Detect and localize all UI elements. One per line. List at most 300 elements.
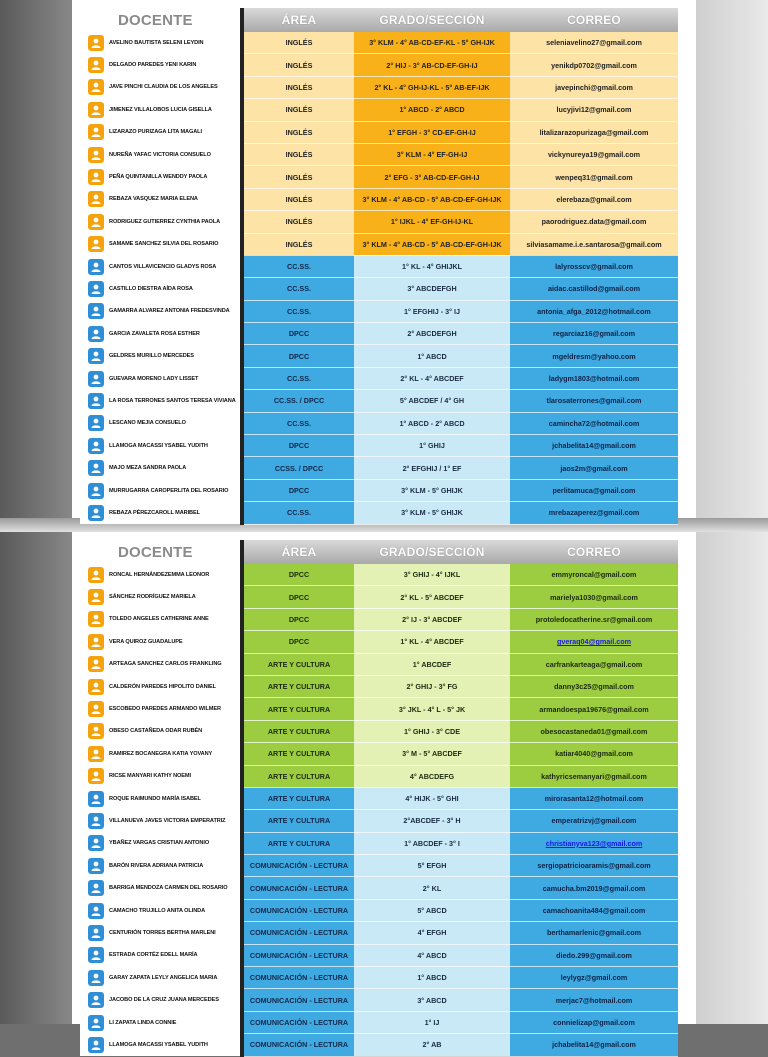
user-icon bbox=[88, 925, 104, 941]
area-cell: ARTE Y CULTURA bbox=[242, 765, 354, 787]
correo-cell bbox=[510, 255, 678, 277]
correo-cell bbox=[510, 121, 678, 143]
docente-name: GARCIA ZAVALETA ROSA ESTHER bbox=[109, 330, 200, 337]
correo-text: ladygm1803@hotmail.com bbox=[548, 374, 640, 384]
docente-name: VILLANUEVA JAVES VICTORIA EMPERATRIZ bbox=[109, 817, 226, 824]
grado-cell: 1° EFGHIJ - 3° IJ bbox=[354, 300, 510, 322]
correo-text: wenpeq31@gmail.com bbox=[555, 172, 633, 182]
table-row bbox=[80, 675, 678, 697]
table-row bbox=[80, 855, 678, 877]
grado-cell: 2° GHIJ - 3° FG bbox=[354, 675, 510, 697]
correo-text: protoledocatherine.sr@gmail.com bbox=[535, 614, 653, 624]
table-row bbox=[80, 989, 678, 1011]
table-row bbox=[80, 32, 678, 54]
correo-cell bbox=[510, 300, 678, 322]
correo-cell bbox=[510, 412, 678, 434]
docente-name: MAJO MEZA SANDRA PAOLA bbox=[109, 465, 187, 472]
docente-cell bbox=[80, 255, 242, 277]
table-row bbox=[80, 457, 678, 479]
grado-cell: 1° KL - 4° GHIJKL bbox=[354, 255, 510, 277]
user-icon bbox=[88, 1015, 104, 1031]
correo-text: aidac.castillod@gmail.com bbox=[547, 284, 641, 294]
table-row bbox=[80, 922, 678, 944]
correo-cell bbox=[510, 323, 678, 345]
user-icon bbox=[88, 768, 104, 784]
user-icon bbox=[88, 460, 104, 476]
correo-cell bbox=[510, 32, 678, 54]
docente-name: ROQUE RAIMUNDO MARÍA ISABEL bbox=[109, 795, 201, 802]
area-cell: DPCC bbox=[242, 608, 354, 630]
correo-text: paorodriguez.data@gmail.com bbox=[541, 217, 647, 227]
grado-cell: 3° ABCD bbox=[354, 989, 510, 1011]
docente-name: RICSE MANYARI KATHY NOEMI bbox=[109, 773, 191, 780]
user-icon bbox=[88, 1037, 104, 1053]
user-icon bbox=[88, 147, 104, 163]
header-grado: GRADO/SECCIÓN bbox=[354, 8, 510, 32]
docente-name: CENTURIÓN TORRES BERTHA MARLENI bbox=[109, 929, 216, 936]
correo-cell bbox=[510, 586, 678, 608]
grado-cell: 1° ABCD - 2° ABCD bbox=[354, 412, 510, 434]
correo-cell bbox=[510, 479, 678, 501]
docente-cell bbox=[80, 479, 242, 501]
user-icon bbox=[88, 992, 104, 1008]
table-row bbox=[80, 76, 678, 98]
table-row bbox=[80, 435, 678, 457]
table-header bbox=[80, 8, 678, 32]
correo-cell bbox=[510, 989, 678, 1011]
correo-cell bbox=[510, 720, 678, 742]
table-row bbox=[80, 743, 678, 765]
area-cell: COMUNICACIÓN - LECTURA bbox=[242, 899, 354, 921]
correo-text: emperatrizvj@gmail.com bbox=[551, 816, 637, 826]
area-cell: INGLÉS bbox=[242, 32, 354, 54]
docente-cell bbox=[80, 502, 242, 524]
area-cell: DPCC bbox=[242, 586, 354, 608]
area-cell: INGLÉS bbox=[242, 143, 354, 165]
user-icon bbox=[88, 656, 104, 672]
correo-text: obesocastaneda01@gmail.com bbox=[540, 726, 648, 736]
docente-name: NUREÑA YAFAC VICTORIA CONSUELO bbox=[109, 151, 211, 158]
grado-cell: 3° GHIJ - 4° IJKL bbox=[354, 564, 510, 586]
correo-text: merjac7@hotmail.com bbox=[555, 995, 633, 1005]
grado-cell: 1° ABCDEF - 3° I bbox=[354, 832, 510, 854]
docente-name: YBAÑEZ VARGAS CRISTIAN ANTONIO bbox=[109, 840, 210, 847]
table-row bbox=[80, 143, 678, 165]
correo-cell bbox=[510, 1034, 678, 1056]
docente-name: CANTOS VILLAVICENCIO GLADYS ROSA bbox=[109, 263, 217, 270]
docente-name: DELGADO PAREDES YENI KARIN bbox=[109, 62, 197, 69]
grado-cell: 2° KL bbox=[354, 877, 510, 899]
user-icon bbox=[88, 438, 104, 454]
grado-cell: 3° KLM - 4° AB-CD - 5° AB-CD-EF-GH-IJK bbox=[354, 233, 510, 255]
area-cell: CCSS. / DPCC bbox=[242, 457, 354, 479]
docente-cell bbox=[80, 412, 242, 434]
grado-cell: 2° ABCDEFGH bbox=[354, 323, 510, 345]
docente-name: RAMIREZ BOCANEGRA KATIA YOVANY bbox=[109, 750, 213, 757]
docente-cell bbox=[80, 1034, 242, 1056]
docente-name: RONCAL HERNÁNDEZEMMA LEONOR bbox=[109, 571, 210, 578]
correo-text[interactable]: christianyva123@gmail.com bbox=[545, 838, 643, 848]
area-cell: INGLÉS bbox=[242, 188, 354, 210]
correo-cell bbox=[510, 211, 678, 233]
grado-cell: 1° IJKL - 4° EF-GH-IJ-KL bbox=[354, 211, 510, 233]
user-icon bbox=[88, 634, 104, 650]
correo-text: kathyricsemanyari@gmail.com bbox=[541, 771, 647, 781]
correo-text: diedo.299@gmail.com bbox=[556, 950, 632, 960]
header-docente: DOCENTE bbox=[80, 8, 242, 32]
grado-cell: 1° ABCD bbox=[354, 345, 510, 367]
correo-cell bbox=[510, 698, 678, 720]
user-icon bbox=[88, 880, 104, 896]
table-row bbox=[80, 390, 678, 412]
docente-cell bbox=[80, 855, 242, 877]
header-grado: GRADO/SECCIÓN bbox=[354, 540, 510, 564]
user-icon bbox=[88, 259, 104, 275]
correo-text: mgeldresm@yahoo.com bbox=[552, 351, 636, 361]
user-icon bbox=[88, 79, 104, 95]
correo-text: carfrankarteaga@gmail.com bbox=[545, 659, 643, 669]
user-icon bbox=[88, 947, 104, 963]
docente-name: JIMENEZ VILLALOBOS LUCIA GISELLA bbox=[109, 106, 212, 113]
user-icon bbox=[88, 679, 104, 695]
grado-cell: 2° EFG - 3° AB-CD-EF-GH-IJ bbox=[354, 166, 510, 188]
header-correo: CORREO bbox=[510, 540, 678, 564]
user-icon bbox=[88, 903, 104, 919]
table-row bbox=[80, 121, 678, 143]
user-icon bbox=[88, 835, 104, 851]
user-icon bbox=[88, 483, 104, 499]
correo-cell bbox=[510, 765, 678, 787]
table-row bbox=[80, 211, 678, 233]
correo-cell[interactable] bbox=[510, 631, 678, 653]
teachers-table-2 bbox=[80, 540, 678, 1057]
docente-cell bbox=[80, 76, 242, 98]
area-cell: CC.SS. bbox=[242, 300, 354, 322]
docente-name: REBAZA VASQUEZ MARIA ELENA bbox=[109, 196, 198, 203]
area-cell: ARTE Y CULTURA bbox=[242, 698, 354, 720]
table-row bbox=[80, 967, 678, 989]
docente-name: SÁNCHEZ RODRÍGUEZ MARIELA bbox=[109, 594, 196, 601]
table-row bbox=[80, 653, 678, 675]
grado-cell: 4° ABCD bbox=[354, 944, 510, 966]
user-icon bbox=[88, 393, 104, 409]
table-row bbox=[80, 255, 678, 277]
area-cell: COMUNICACIÓN - LECTURA bbox=[242, 1034, 354, 1056]
correo-text: jchabelita14@gmail.com bbox=[552, 441, 636, 451]
grado-cell: 1° GHIJ - 3° CDE bbox=[354, 720, 510, 742]
correo-cell bbox=[510, 435, 678, 457]
docente-name: SAMAME SANCHEZ SILVIA DEL ROSARIO bbox=[109, 241, 219, 248]
correo-text: seleniavelino27@gmail.com bbox=[546, 38, 642, 48]
header-correo: CORREO bbox=[510, 8, 678, 32]
correo-cell bbox=[510, 502, 678, 524]
table-row bbox=[80, 810, 678, 832]
docente-cell bbox=[80, 435, 242, 457]
area-cell: COMUNICACIÓN - LECTURA bbox=[242, 1011, 354, 1033]
area-cell: ARTE Y CULTURA bbox=[242, 787, 354, 809]
docente-cell bbox=[80, 54, 242, 76]
user-icon bbox=[88, 124, 104, 140]
docente-cell bbox=[80, 944, 242, 966]
table-row bbox=[80, 765, 678, 787]
grado-cell: 4° EFGH bbox=[354, 922, 510, 944]
correo-cell bbox=[510, 675, 678, 697]
table-row bbox=[80, 345, 678, 367]
correo-cell bbox=[510, 367, 678, 389]
grado-cell: 2° HIJ - 3° AB-CD-EF-GH-IJ bbox=[354, 54, 510, 76]
correo-text: danny3c25@gmail.com bbox=[554, 682, 634, 692]
area-cell: DPCC bbox=[242, 631, 354, 653]
correo-text: litalizarazopurizaga@gmail.com bbox=[539, 127, 649, 137]
area-cell: ARTE Y CULTURA bbox=[242, 832, 354, 854]
correo-text: antonia_afga_2012@hotmail.com bbox=[537, 306, 651, 316]
table-row bbox=[80, 233, 678, 255]
area-cell: CC.SS. bbox=[242, 255, 354, 277]
table-row bbox=[80, 720, 678, 742]
docente-cell bbox=[80, 143, 242, 165]
area-cell: INGLÉS bbox=[242, 233, 354, 255]
correo-cell bbox=[510, 345, 678, 367]
docente-name: GELDRES MURILLO MERCEDES bbox=[109, 353, 194, 360]
grado-cell: 3° M - 5° ABCDEF bbox=[354, 743, 510, 765]
docente-cell bbox=[80, 967, 242, 989]
correo-text: silviasamame.i.e.santarosa@gmail.com bbox=[526, 239, 662, 249]
grado-cell: 4° HIJK - 5° GHI bbox=[354, 787, 510, 809]
docente-cell bbox=[80, 278, 242, 300]
user-icon bbox=[88, 102, 104, 118]
docente-cell bbox=[80, 899, 242, 921]
area-cell: INGLÉS bbox=[242, 99, 354, 121]
docente-cell bbox=[80, 1011, 242, 1033]
user-icon bbox=[88, 169, 104, 185]
correo-text: katiar4040@gmail.com bbox=[555, 749, 633, 759]
table-row bbox=[80, 188, 678, 210]
grado-cell: 2° KL - 4° ABCDEF bbox=[354, 367, 510, 389]
grado-cell: 5° EFGH bbox=[354, 855, 510, 877]
correo-text: jchabelita14@gmail.com bbox=[552, 1040, 636, 1050]
correo-cell bbox=[510, 143, 678, 165]
table-row bbox=[80, 278, 678, 300]
user-icon bbox=[88, 567, 104, 583]
table-row bbox=[80, 54, 678, 76]
docente-cell bbox=[80, 922, 242, 944]
user-icon bbox=[88, 57, 104, 73]
correo-text: elerebaza@gmail.com bbox=[556, 194, 632, 204]
correo-text: connielizap@gmail.com bbox=[553, 1018, 635, 1027]
docente-name: LIZARAZO PURIZAGA LITA MAGALI bbox=[109, 129, 202, 136]
header-area: ÁREA bbox=[242, 540, 354, 564]
user-icon bbox=[88, 791, 104, 807]
table-row bbox=[80, 564, 678, 586]
area-cell: ARTE Y CULTURA bbox=[242, 743, 354, 765]
grado-cell: 3° KLM - 5° GHIJK bbox=[354, 479, 510, 501]
grado-cell: 1° IJ bbox=[354, 1011, 510, 1033]
area-cell: COMUNICACIÓN - LECTURA bbox=[242, 989, 354, 1011]
correo-text: vickynureya19@gmail.com bbox=[547, 150, 641, 160]
area-cell: INGLÉS bbox=[242, 211, 354, 233]
docente-cell bbox=[80, 675, 242, 697]
correo-text[interactable]: gveraq04@gmail.com bbox=[556, 637, 632, 647]
grado-cell: 2° EFGHIJ / 1° EF bbox=[354, 457, 510, 479]
docente-cell bbox=[80, 720, 242, 742]
docente-cell bbox=[80, 631, 242, 653]
grado-cell: 5° ABCDEF / 4° GH bbox=[354, 390, 510, 412]
grado-cell: 5° ABCD bbox=[354, 899, 510, 921]
correo-cell bbox=[510, 278, 678, 300]
area-cell: DPCC bbox=[242, 479, 354, 501]
area-cell: CC.SS. bbox=[242, 502, 354, 524]
correo-cell bbox=[510, 99, 678, 121]
docente-cell bbox=[80, 765, 242, 787]
grado-cell: 4° ABCDEFG bbox=[354, 765, 510, 787]
table-row bbox=[80, 1034, 678, 1056]
user-icon bbox=[88, 813, 104, 829]
grado-cell: 1° ABCD bbox=[354, 967, 510, 989]
correo-cell bbox=[510, 54, 678, 76]
correo-text: marielya1030@gmail.com bbox=[550, 592, 638, 602]
area-cell: DPCC bbox=[242, 435, 354, 457]
correo-text: sergiopatricioaramis@gmail.com bbox=[537, 861, 651, 871]
area-cell: COMUNICACIÓN - LECTURA bbox=[242, 922, 354, 944]
area-cell: INGLÉS bbox=[242, 54, 354, 76]
user-icon bbox=[88, 326, 104, 342]
correo-text: camachoanita484@gmail.com bbox=[542, 906, 646, 916]
correo-text: lalyrosscv@gmail.com bbox=[555, 262, 633, 272]
docente-name: BARÓN RIVERA ADRIANA PATRICIA bbox=[109, 862, 204, 869]
table-row bbox=[80, 367, 678, 389]
correo-text: tlarosaterrones@gmail.com bbox=[546, 396, 642, 406]
docente-cell bbox=[80, 211, 242, 233]
docente-name: VERA QUIROZ GUADALUPE bbox=[109, 638, 183, 645]
docente-cell bbox=[80, 608, 242, 630]
area-cell: ARTE Y CULTURA bbox=[242, 653, 354, 675]
table-row bbox=[80, 479, 678, 501]
table-row bbox=[80, 300, 678, 322]
grado-cell: 3° KLM - 4° AB-CD-EF-KL - 5° GH-IJK bbox=[354, 32, 510, 54]
docente-cell bbox=[80, 989, 242, 1011]
docente-cell bbox=[80, 233, 242, 255]
area-cell: COMUNICACIÓN - LECTURA bbox=[242, 944, 354, 966]
area-cell: CC.SS. bbox=[242, 412, 354, 434]
user-icon bbox=[88, 214, 104, 230]
area-cell: ARTE Y CULTURA bbox=[242, 675, 354, 697]
correo-cell bbox=[510, 922, 678, 944]
user-icon bbox=[88, 723, 104, 739]
area-cell: CC.SS. / DPCC bbox=[242, 390, 354, 412]
user-icon bbox=[88, 589, 104, 605]
docente-name: MURRUGARRA CAROPERLITA DEL ROSARIO bbox=[109, 487, 229, 494]
area-cell: ARTE Y CULTURA bbox=[242, 720, 354, 742]
table-row bbox=[80, 99, 678, 121]
correo-cell[interactable] bbox=[510, 832, 678, 854]
correo-cell bbox=[510, 457, 678, 479]
area-cell: DPCC bbox=[242, 323, 354, 345]
docente-name: GAMARRA ALVAREZ ANTONIA FREDESVINDA bbox=[109, 308, 230, 315]
area-cell: INGLÉS bbox=[242, 76, 354, 98]
correo-cell bbox=[510, 390, 678, 412]
table-row bbox=[80, 944, 678, 966]
user-icon bbox=[88, 611, 104, 627]
correo-cell bbox=[510, 188, 678, 210]
user-icon bbox=[88, 35, 104, 51]
correo-cell bbox=[510, 787, 678, 809]
correo-cell bbox=[510, 166, 678, 188]
area-cell: COMUNICACIÓN - LECTURA bbox=[242, 877, 354, 899]
grado-cell: 3° JKL - 4° L - 5° JK bbox=[354, 698, 510, 720]
table-row bbox=[80, 166, 678, 188]
area-cell: ARTE Y CULTURA bbox=[242, 810, 354, 832]
user-icon bbox=[88, 348, 104, 364]
user-icon bbox=[88, 415, 104, 431]
docente-cell bbox=[80, 457, 242, 479]
docente-cell bbox=[80, 32, 242, 54]
correo-text: leylygz@gmail.com bbox=[560, 973, 628, 983]
table-row bbox=[80, 586, 678, 608]
correo-cell bbox=[510, 1011, 678, 1033]
docente-name: CASTILLO DIESTRA AÍDA ROSA bbox=[109, 285, 193, 292]
user-icon bbox=[88, 191, 104, 207]
table-row bbox=[80, 1011, 678, 1033]
teachers-table-1 bbox=[80, 8, 678, 525]
user-icon bbox=[88, 303, 104, 319]
docente-name: GARAY ZAPATA LEYLY ANGELICA MARIA bbox=[109, 974, 218, 981]
user-icon bbox=[88, 505, 104, 521]
area-cell: INGLÉS bbox=[242, 166, 354, 188]
table-row bbox=[80, 899, 678, 921]
correo-text: camucha.bm2019@gmail.com bbox=[542, 883, 646, 893]
table-row bbox=[80, 323, 678, 345]
docente-name: AVELINO BAUTISTA SELENI LEYDIN bbox=[109, 39, 204, 46]
header-docente: DOCENTE bbox=[80, 540, 242, 564]
docente-name: ESCOBEDO PAREDES ARMANDO WILMER bbox=[109, 706, 221, 713]
grado-cell: 1° EFGH - 3° CD-EF-GH-IJ bbox=[354, 121, 510, 143]
user-icon bbox=[88, 970, 104, 986]
page-2 bbox=[72, 532, 696, 1050]
area-cell: CC.SS. bbox=[242, 367, 354, 389]
table-row bbox=[80, 877, 678, 899]
docente-cell bbox=[80, 564, 242, 586]
user-icon bbox=[88, 281, 104, 297]
docente-name: ARTEAGA SANCHEZ CARLOS FRANKLING bbox=[109, 661, 222, 668]
docente-cell bbox=[80, 323, 242, 345]
table-header bbox=[80, 540, 678, 564]
docente-name: BARRIGA MENDOZA CARMEN DEL ROSARIO bbox=[109, 885, 228, 892]
docente-cell bbox=[80, 166, 242, 188]
correo-text: berthamarlenic@gmail.com bbox=[546, 928, 642, 938]
user-icon bbox=[88, 701, 104, 717]
docente-cell bbox=[80, 188, 242, 210]
docente-cell bbox=[80, 390, 242, 412]
header-area: ÁREA bbox=[242, 8, 354, 32]
correo-cell bbox=[510, 743, 678, 765]
docente-cell bbox=[80, 743, 242, 765]
correo-text: regarciaz16@gmail.com bbox=[552, 329, 636, 339]
docente-name: OBESO CASTAÑEDA ODAR RUBÉN bbox=[109, 728, 203, 735]
grado-cell: 2° IJ - 3° ABCDEF bbox=[354, 608, 510, 630]
docente-cell bbox=[80, 698, 242, 720]
correo-text: armandoespa19676@gmail.com bbox=[539, 704, 649, 714]
table-row bbox=[80, 502, 678, 524]
correo-cell bbox=[510, 608, 678, 630]
grado-cell: 2° AB bbox=[354, 1034, 510, 1056]
docente-name: LA ROSA TERRONES SANTOS TERESA VIVIANA bbox=[109, 397, 236, 404]
user-icon bbox=[88, 746, 104, 762]
grado-cell: 1° ABCDEF bbox=[354, 653, 510, 675]
correo-text: mrebazaperez@gmail.com bbox=[548, 508, 640, 518]
correo-cell bbox=[510, 76, 678, 98]
docente-cell bbox=[80, 99, 242, 121]
grado-cell: 2° KL - 5° ABCDEF bbox=[354, 586, 510, 608]
